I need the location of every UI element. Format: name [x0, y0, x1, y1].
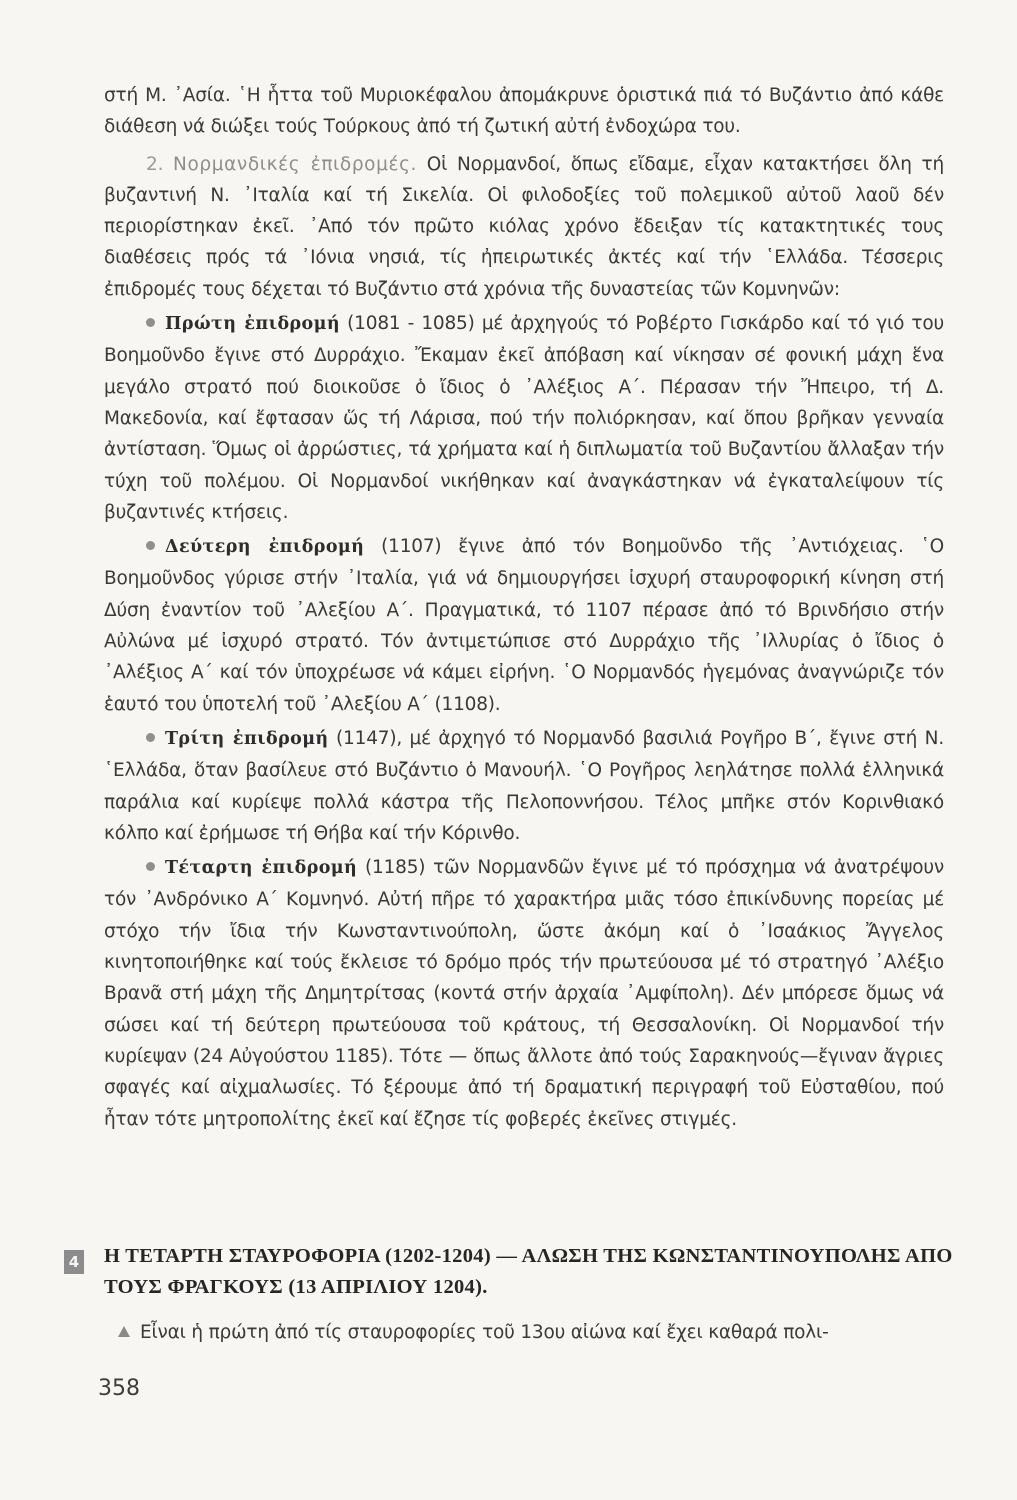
bullet-icon [146, 862, 155, 871]
section-title: Νορμανδικές ἐπιδρομές. [173, 153, 418, 175]
bullet-icon [146, 318, 155, 327]
section-badge: 4 [64, 1250, 84, 1274]
raid-title: Πρώτη ἐπιδρομή [165, 314, 340, 335]
heading-text: Η ΤΕΤΑΡΤΗ ΣΤΑΥΡΟΦΟΡΙΑ (1202-1204) — ΑΛΩΣΗ ΤΗΣ ΚΩΝΣΤΑΝΤΙΝΟΥΠΟΛΗΣ ΑΠΟ ΤΟΥΣ ΦΡΑΓΚΟΥΣ (13 ΑΠΡΙΛΙΟΥ 1204). [104, 1245, 953, 1298]
raid-text: (1185) τῶν Νορμανδῶν ἔγινε μέ τό πρόσχημα νά ἀνατρέψουν τόν ᾽Ανδρόνικο Α΄ Κομνηνό. Αὐτή πῆρε τό χαρακτήρα μιᾶς τόσο ἐπικίνδυνης πορείας μέ στόχο τήν ἴδια τήν Κωνσταντινούπολη, ὥστε ἀκόμη καί ὁ ᾽Ισαάκιος Ἄγγελος κινητοποιήθηκε καί τούς ἔκλεισε τό δρόμο πρός τήν πρωτεύουσα μέ τό στρατηγό ᾽Αλέξιο Βρανᾶ στή μάχη τῆς Δημητρίτσας (κοντά στήν ἀρχαία ᾽Αμφίπολη). Δέν μπόρεσε ὅμως νά σώσει καί τή δεύτερη πρωτεύουσα τοῦ κράτους, τή Θεσσαλονίκη. Οἱ Νορμανδοί τήν κυρίεψαν (24 Αὐγούστου 1185). Τότε — ὅπως ἄλλοτε ἀπό τούς Σαρακηνούς—ἔγιναν ἄγριες σφαγές καί αἰχμαλωσίες. Τό ξέρουμε ἀπό τή δραματική περιγραφή τοῦ Εὐσταθίου, πού ἦταν τότε μητροπολίτης ἐκεῖ καί ἔζησε τίς φοβερές ἐκεῖνες στιγμές. [104, 857, 944, 1130]
page-body [104, 80, 944, 1135]
chapter-heading [64, 1241, 954, 1303]
bullet-icon [146, 541, 155, 550]
raid-title: Δεύτερη ἐπιδρομή [165, 537, 365, 558]
raid-paragraph [104, 308, 944, 528]
raid-paragraph [104, 723, 944, 849]
raid-title: Τρίτη ἐπιδρομή [165, 728, 329, 749]
last-paragraph [118, 1317, 948, 1348]
raid-text: (1147), μέ ἀρχηγό τό Νορμανδό βασιλιά Ρογῆρο Β΄, ἔγινε στή Ν. ῾Ελλάδα, ὅταν βασίλευε στό Βυζάντιο ὁ Μανουήλ. ῾Ο Ρογῆρος λεηλάτησε πολλά ἑλληνικά παράλια καί κυρίεψε πολλά κάστρα τῆς Πελοποννήσου. Τέλος μπῆκε στόν Κορινθιακό κόλπο καί ἐρήμωσε τή Θήβα καί τήν Κόρινθο. [104, 727, 945, 844]
section-number: 2. [146, 153, 164, 175]
section-2-paragraph [104, 149, 944, 305]
raid-paragraph [104, 531, 944, 720]
raid-title: Τέταρτη ἐπιδρομή [165, 858, 358, 879]
raid-text: (1107) ἔγινε ἀπό τόν Βοημοῦνδο τῆς ᾽Αντιόχειας. ῾Ο Βοημοῦνδος γύρισε στήν ᾽Ιταλία, γιά νά δημιουργήσει ἰσχυρή σταυροφορική κίνηση στή Δύση ἐναντίον τοῦ ᾽Αλεξίου Α΄. Πραγματικά, τό 1107 πέρασε ἀπό τό Βρινδήσιο στήν Αὐλώνα μέ ἰσχυρό στρατό. Τόν ἀντιμετώπισε στό Δυρράχιο τῆς ᾽Ιλλυρίας ὁ ἴδιος ὁ ᾽Αλέξιος Α΄ καί τόν ὑποχρέωσε νά κάμει εἰρήνη. ῾Ο Νορμανδός ἡγεμόνας ἀναγνώριζε τόν ἑαυτό του ὑποτελή τοῦ ᾽Αλεξίου Α΄ (1108). [104, 536, 944, 715]
section-text: Οἱ Νορμανδοί, ὅπως εἴδαμε, εἶχαν κατακτήσει ὅλη τή βυζαντινή Ν. ᾽Ιταλία καί τή Σικελία. Οἱ φιλοδοξίες τοῦ πολεμικοῦ αὐτοῦ λαοῦ δέν περιορίστηκαν ἐκεῖ. ᾽Από τόν πρῶτο κιόλας χρόνο ἔδειξαν τίς κατακτητικές τους διαθέσεις πρός τά ᾽Ιόνια νησιά, τίς ἠπειρωτικές ἀκτές καί τήν ῾Ελλάδα. Τέσσερις ἐπιδρομές τους δέχεται τό Βυζάντιο στά χρόνια τῆς δυναστείας τῶν Κομνηνῶν: [104, 153, 945, 300]
raid-text: (1081 - 1085) μέ ἀρχηγούς τό Ροβέρτο Γισκάρδο καί τό γιό του Βοημοῦνδο ἔγινε στό Δυρράχιο. Ἔκαμαν ἐκεῖ ἀπόβαση καί νίκησαν σέ φονική μάχη ἕνα μεγάλο στρατό πού διοικοῦσε ὁ ἴδιος ὁ ᾽Αλέξιος Α΄. Πέρασαν τήν Ἤπειρο, τή Δ. Μακεδονία, καί ἔφτασαν ὥς τή Λάρισα, πού τήν πολιόρκησαν, καί ὅπου βρῆκαν γενναία ἀντίσταση. Ὅμως οἱ ἀρρώστιες, τά χρήματα καί ἡ διπλωματία τοῦ Βυζαντίου ἄλλαξαν τήν τύχη τοῦ πολέμου. Οἱ Νορμανδοί νικήθηκαν καί ἀναγκάστηκαν νά ἐγκαταλείψουν τίς βυζαντινές κτήσεις. [104, 313, 944, 523]
last-paragraph-text: Εἶναι ἡ πρώτη ἀπό τίς σταυροφορίες τοῦ 13ου αἰώνα καί ἔχει καθαρά πολι- [140, 1322, 829, 1343]
raid-paragraph [104, 852, 944, 1135]
triangle-icon [118, 1326, 130, 1337]
bullet-icon [146, 733, 155, 742]
intro-paragraph: στή Μ. ᾽Ασία. ῾Η ἧττα τοῦ Μυριοκέφαλου ἀπομάκρυνε ὁριστικά πιά τό Βυζάντιο ἀπό κάθε διάθεση νά διώξει τούς Τούρκους ἀπό τή ζωτική αὐτή ἐνδοχώρα του. [104, 85, 944, 138]
page-number: 358 [98, 1376, 140, 1401]
